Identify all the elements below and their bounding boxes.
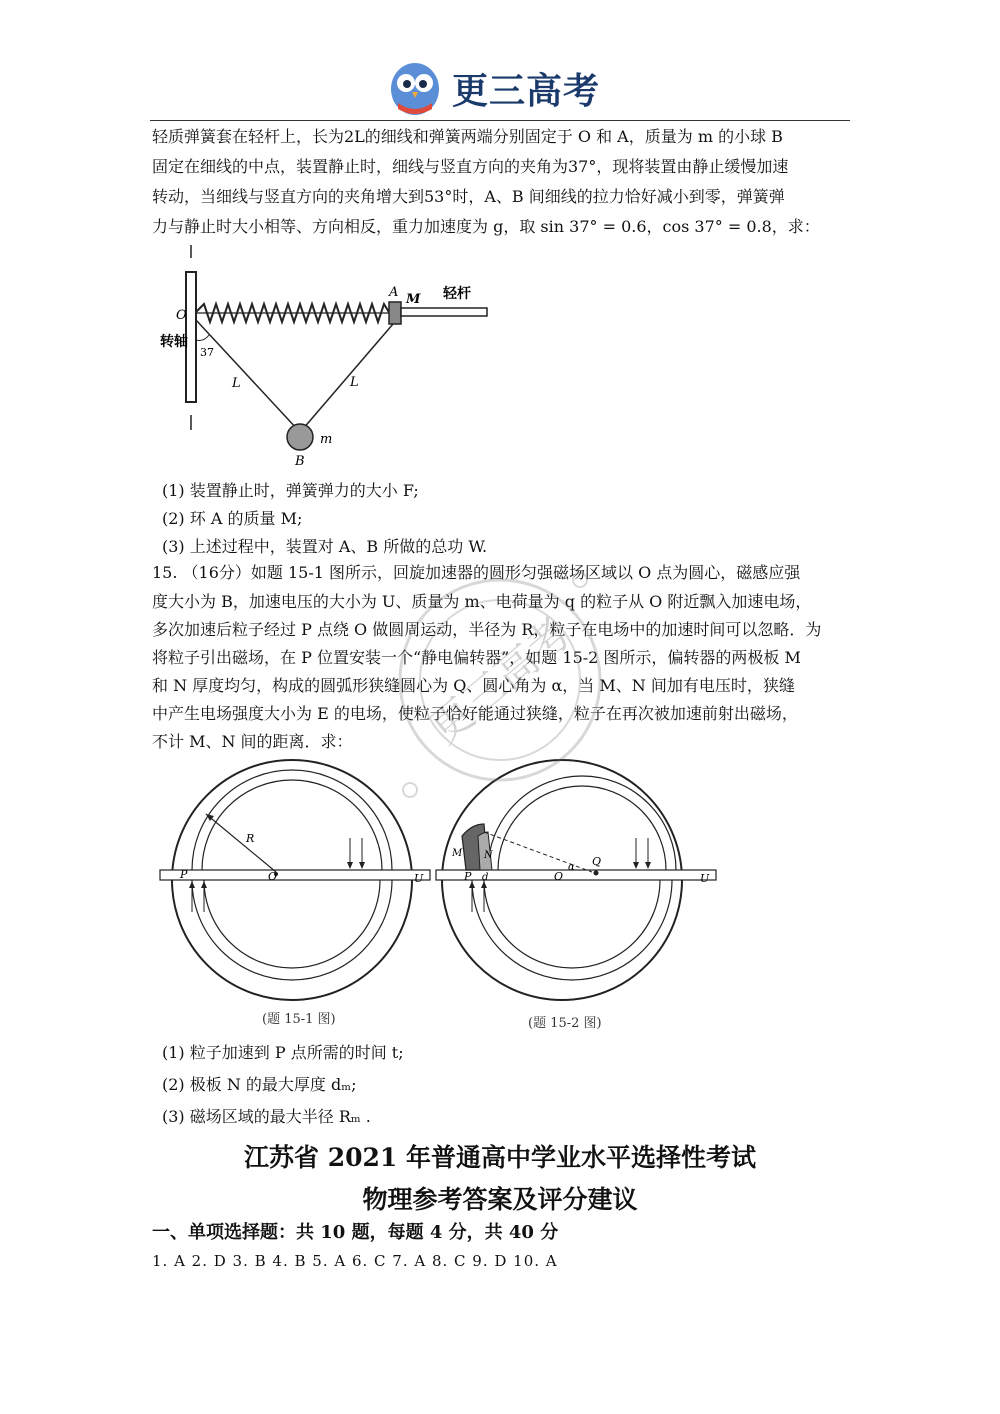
- label-m: m: [320, 432, 333, 447]
- fig2-caption: (题 15-2 图): [528, 1016, 602, 1031]
- label-rod: 轻杆: [443, 286, 471, 302]
- logo-text: 更三高考: [452, 70, 601, 112]
- q15-line-7: 不计 M、N 间的距离．求：: [152, 732, 353, 751]
- q14-sub-3: (3) 上述过程中，装置对 A、B 所做的总功 W.: [162, 537, 488, 556]
- q15-sub-1: (1) 粒子加速到 P 点所需的时间 t;: [162, 1043, 404, 1062]
- fig2-label-M: M: [452, 848, 463, 859]
- fig2-label-Q: Q: [592, 855, 602, 868]
- svg-text:更三高考: 更三高考: [420, 607, 581, 754]
- header-rule: [150, 120, 850, 121]
- q15-line-3: 多次加速后粒子经过 P 点绕 O 做圆周运动，半径为 R，粒子在电场中的加速时间可以忽略．为: [152, 620, 822, 639]
- q15-line-6: 中产生电场强度大小为 E 的电场，使粒子恰好能通过狭缝，粒子在再次被加速前射出磁场，: [152, 704, 798, 723]
- label-angle: 37: [200, 346, 214, 359]
- label-axis: 转轴: [160, 334, 188, 350]
- q14-line-4: 力与静止时大小相等、方向相反，重力加速度为 g，取 sin 37° = 0.6，cos 37° = 0.8，求：: [152, 217, 820, 236]
- q14-sub-2: (2) 环 A 的质量 M;: [162, 509, 303, 528]
- fig2-label-alpha: α: [568, 862, 575, 873]
- answer-subtitle: 物理参考答案及评分建议: [362, 1185, 638, 1214]
- label-B: B: [295, 454, 305, 469]
- label-A: A: [389, 285, 399, 300]
- fig2-label-P: P: [464, 870, 472, 883]
- answer-title: 江苏省 2021 年普通高中学业水平选择性考试: [244, 1143, 756, 1172]
- label-O: O: [176, 308, 187, 323]
- fig1-label-U: U: [414, 872, 424, 885]
- label-L-left: L: [232, 376, 241, 391]
- fig2-label-N: N: [484, 850, 493, 861]
- q14-sub-1: (1) 装置静止时，弹簧弹力的大小 F;: [162, 481, 419, 500]
- q15-sub-3: (3) 磁场区域的最大半径 Rₘ .: [162, 1107, 371, 1126]
- q15-line-2: 度大小为 B，加速电压的大小为 U、质量为 m、电荷量为 q 的粒子从 O 附近飘入加速电场，: [152, 592, 812, 611]
- watermark-stamp: [380, 560, 620, 800]
- fig2-label-O: O: [554, 870, 564, 883]
- q14-spring-figure: [160, 240, 500, 470]
- q14-line-1: 轻质弹簧套在轻杆上，长为2L的细线和弹簧两端分别固定于 O 和 A，质量为 m 的小球 B: [152, 127, 783, 146]
- label-L-right: L: [350, 375, 359, 390]
- fig1-label-P: P: [180, 868, 188, 881]
- fig2-label-d: d: [482, 872, 489, 883]
- q15-line-5: 和 N 厚度均匀，构成的圆弧形狭缝圆心为 Q、圆心角为 α，当 M、N 间加有电压时，狭缝: [152, 676, 795, 695]
- answer-list: 1. A 2. D 3. B 4. B 5. A 6. C 7. A 8. C 9. D 10. A: [152, 1252, 558, 1270]
- fig1-caption: (题 15-1 图): [262, 1012, 336, 1027]
- q14-line-2: 固定在细线的中点，装置静止时，细线与竖直方向的夹角为37°，现将装置由静止缓慢加速: [152, 157, 789, 176]
- fig1-label-R: R: [246, 832, 255, 845]
- q15-line-1: 15. （16分）如题 15-1 图所示，回旋加速器的圆形匀强磁场区域以 O 点为圆心，磁感应强: [152, 563, 801, 582]
- q15-line-4: 将粒子引出磁场，在 P 位置安装一个“静电偏转器”，如题 15-2 图所示，偏转器的两极板 M: [152, 648, 801, 667]
- label-M: M: [406, 292, 421, 307]
- fig1-label-O: O: [268, 870, 278, 883]
- q14-line-3: 转动，当细线与竖直方向的夹角增大到53°时，A、B 间细线的拉力恰好减小到零，弹簧弹: [152, 187, 785, 206]
- owl-logo-icon: [388, 59, 442, 117]
- q15-sub-2: (2) 极板 N 的最大厚度 dₘ;: [162, 1075, 357, 1094]
- fig2-label-U: U: [700, 872, 710, 885]
- section-heading: 一、单项选择题：共 10 题，每题 4 分，共 40 分: [152, 1222, 559, 1243]
- header-logo: [388, 58, 600, 118]
